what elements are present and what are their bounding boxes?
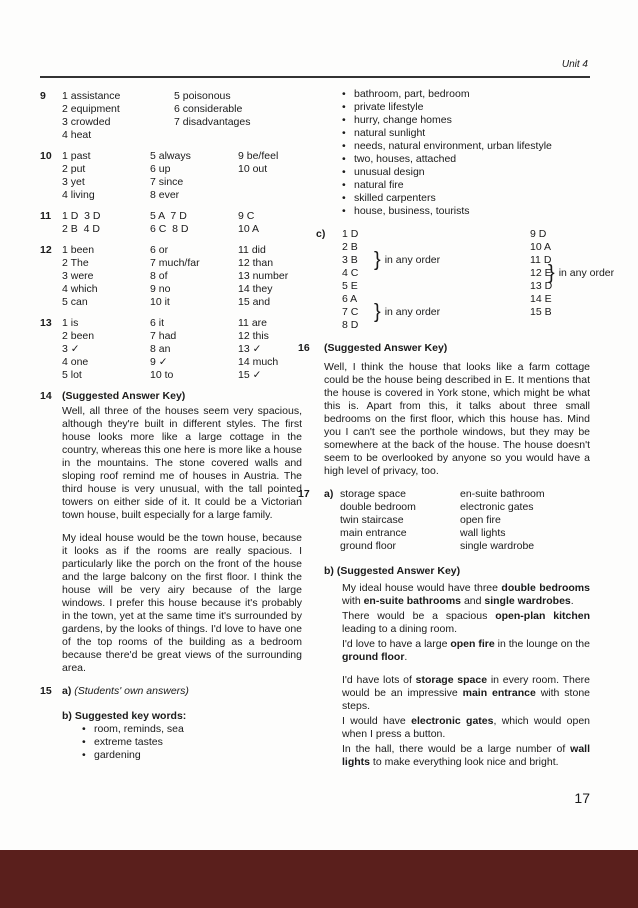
answer: 9 be/feel	[238, 150, 279, 162]
answer: 4 heat	[62, 129, 92, 141]
list-item: • extreme tastes	[82, 736, 302, 749]
answer: 5 lot	[62, 369, 82, 381]
exercise-number: 11	[40, 210, 52, 222]
answer	[238, 176, 308, 189]
answer: 7 since	[150, 176, 184, 188]
answer: 1 past	[62, 150, 91, 162]
answer: 12 E	[530, 267, 552, 279]
exercise-11	[40, 210, 302, 236]
background-surface	[0, 850, 638, 908]
answer: 8 an	[150, 343, 171, 355]
answer: electronic gates	[460, 501, 534, 513]
answer: 15 B	[530, 306, 552, 318]
page-number: 17	[574, 790, 590, 806]
answer: 5 poisonous	[174, 90, 231, 102]
answer: 5 A 7 D	[150, 210, 187, 222]
list-item: • house, business, tourists	[342, 205, 590, 218]
answer: 6 or	[150, 244, 169, 256]
unit-label: Unit 4	[561, 59, 588, 70]
answer: 6 C 8 D	[150, 223, 189, 235]
answer: main entrance	[340, 527, 407, 539]
exercise-number: 10	[40, 150, 52, 162]
list-item: • bathroom, part, bedroom	[342, 88, 590, 101]
answer: 8 D	[342, 319, 359, 331]
answer: 11 did	[238, 244, 266, 256]
left-column	[40, 90, 302, 770]
header-rule	[40, 76, 590, 78]
answer: 9 C	[238, 210, 255, 222]
answer: 10 A	[238, 223, 260, 235]
answer: 13 ✓	[238, 343, 262, 355]
answer: 12 this	[238, 330, 269, 342]
part-text: Suggested key words:	[74, 710, 187, 722]
answer: 14 much	[238, 356, 279, 368]
answer: 1 is	[62, 317, 79, 329]
answer: 5 always	[150, 150, 191, 162]
answer: 2 B 4 D	[62, 223, 100, 235]
part-label: c)	[316, 228, 326, 240]
answer: 13 number	[238, 270, 289, 282]
keyword-list	[342, 88, 590, 218]
answer: wall lights	[460, 527, 506, 539]
right-column	[298, 88, 615, 779]
list-item: • two, houses, attached	[342, 153, 590, 166]
part-text: (Students' own answers)	[74, 685, 189, 697]
brace-icon: }	[374, 249, 381, 271]
exercise-number: 9	[40, 90, 46, 102]
answer: 7 disadvantages	[174, 116, 251, 128]
answer: 11 are	[238, 317, 267, 329]
list-item: • private lifestyle	[342, 101, 590, 114]
answer: 4 C	[342, 267, 359, 279]
answer: 10 out	[238, 163, 268, 175]
keyword-list	[82, 723, 302, 762]
answer	[238, 189, 308, 202]
answer: 6 A	[342, 293, 358, 305]
paragraph: Well, I think the house that looks like a farm cottage could be the house being described in E. It mentions that the house is covered in York stone, which might be what this is. Apart from this, it talks about three small bedrooms on the first floor, which this house has. Mind you I can't see the porthole windows, but they may be somewhere at the back of the house. The house doesn't seem to be overlooked by anyone so you would have a high level of privacy, too.	[324, 361, 590, 477]
answer: 1 been	[62, 244, 95, 256]
answer: 5 can	[62, 296, 88, 308]
paragraph: Well, all three of the houses seem very spacious, although they're built in different styles. The first house looks more like a large cottage in the country, whereas this one here is more like a house in the mountains. The stone covered walls and sloping roof remind me of houses in Austria. The third house is very unusual, with the tall pointed towers on either side of it. It could be a Victorian town house, built especially for a large family.	[62, 405, 302, 521]
exercise-14	[40, 390, 302, 675]
answer: 8 ever	[150, 189, 180, 201]
answer: open fire	[460, 514, 501, 526]
answer: 12 than	[238, 257, 274, 269]
list-item: • skilled carpenters	[342, 192, 590, 205]
answer: 5 E	[342, 280, 358, 292]
answer: 1 assistance	[62, 90, 121, 102]
part-label: a)	[324, 488, 334, 500]
answer: 6 up	[150, 163, 171, 175]
answer: 2 been	[62, 330, 95, 342]
paragraph: My ideal house would be the town house, because it looks as if the rooms are really spacious. I particularly like the porch on the front of the house and the large balcony on the first floor. I think the house will be very airy because of the large windows. I prefer this house because it's probably in the town, yet at the same time it's surrounded by gardens, by the looks of things. I'd love to have one of the top rooms of the building as a bedroom because there'd be great views of the surrounding area.	[62, 532, 302, 674]
answer: 2 put	[62, 163, 86, 175]
exercise-number: 15	[40, 685, 52, 697]
brace-icon: }	[374, 301, 381, 323]
exercise-12	[40, 244, 302, 309]
answer: 4 one	[62, 356, 89, 368]
brace-icon: }	[548, 262, 555, 284]
answer: 6 considerable	[174, 103, 243, 115]
answer: 3 ✓	[62, 343, 80, 355]
answer: 10 to	[150, 369, 174, 381]
exercise-number: 14	[40, 390, 52, 402]
answer: 13 D	[530, 280, 553, 292]
list-item: • room, reminds, sea	[82, 723, 302, 736]
answer: 7 C	[342, 306, 359, 318]
answer: 9 no	[150, 283, 171, 295]
exercise-15c	[316, 228, 615, 332]
answer: 10 it	[150, 296, 170, 308]
answer: 6 it	[150, 317, 165, 329]
list-item: • gardening	[82, 749, 302, 762]
answer: 14 E	[530, 293, 552, 305]
answer: 2 equipment	[62, 103, 120, 115]
list-item: • natural fire	[342, 179, 590, 192]
answer: 7 had	[150, 330, 177, 342]
answer: 3 crowded	[62, 116, 111, 128]
answer: 9 D	[530, 228, 547, 240]
list-item: • needs, natural environment, urban lifestyle	[342, 140, 590, 153]
list-item: • hurry, change homes	[342, 114, 590, 127]
answer: 10 A	[530, 241, 552, 253]
answer: 2 The	[62, 257, 89, 269]
list-item: • natural sunlight	[342, 127, 590, 140]
part-label: a)	[62, 685, 72, 697]
list-item: • unusual design	[342, 166, 590, 179]
exercise-10	[40, 150, 302, 202]
exercise-16	[298, 342, 590, 478]
answer: 8 of	[150, 270, 168, 282]
exercise-17	[298, 488, 590, 769]
answer: 4 which	[62, 283, 98, 295]
note: in any order	[558, 267, 615, 279]
exercise-heading: (Suggested Answer Key)	[324, 342, 448, 354]
answer: 3 were	[62, 270, 94, 282]
exercise-15	[40, 685, 302, 762]
answer: 15 and	[238, 296, 271, 308]
exercise-number: 16	[298, 342, 310, 354]
exercise-17b-text: My ideal house would have three double bedrooms with en-suite bathrooms and single wardrobes. There would be a spacious open-plan kitchen leading to a dining room. I'd love to have a large open fire in the lounge on the ground floor. I'd have lots of storage space in every room. There would be an impressive main entrance with stone steps. I would have electronic gates, which would open when I press a button. In the hall, there would be a large number of wall lights to make everything look nice and bright.	[342, 582, 591, 768]
exercise-heading: (Suggested Answer Key)	[62, 390, 186, 402]
answer: 3 yet	[62, 176, 85, 188]
answer: ground floor	[340, 540, 397, 552]
note: in any order	[384, 306, 441, 318]
part-label: b)	[62, 710, 72, 722]
answer: en-suite bathroom	[460, 488, 545, 500]
answer: twin staircase	[340, 514, 404, 526]
answer: 15 ✓	[238, 369, 262, 381]
answer	[174, 129, 294, 142]
note: in any order	[384, 254, 441, 266]
answer: 1 D	[342, 228, 359, 240]
answer: 4 living	[62, 189, 95, 201]
answer: storage space	[340, 488, 406, 500]
exercise-number: 17	[298, 488, 310, 500]
answer: 7 much/far	[150, 257, 200, 269]
answer: single wardrobe	[460, 540, 535, 552]
part-heading: (Suggested Answer Key)	[336, 565, 461, 577]
answer: 9 ✓	[150, 356, 168, 368]
answer: double bedroom	[340, 501, 416, 513]
answer: 14 they	[238, 283, 273, 295]
answer: 11 D	[530, 254, 552, 266]
exercise-number: 12	[40, 244, 52, 256]
answer: 1 D 3 D	[62, 210, 101, 222]
answer: 2 B	[342, 241, 358, 253]
exercise-13	[40, 317, 302, 382]
answer: 3 B	[342, 254, 358, 266]
exercise-9	[40, 90, 302, 142]
part-label: b)	[324, 565, 334, 577]
exercise-number: 13	[40, 317, 52, 329]
